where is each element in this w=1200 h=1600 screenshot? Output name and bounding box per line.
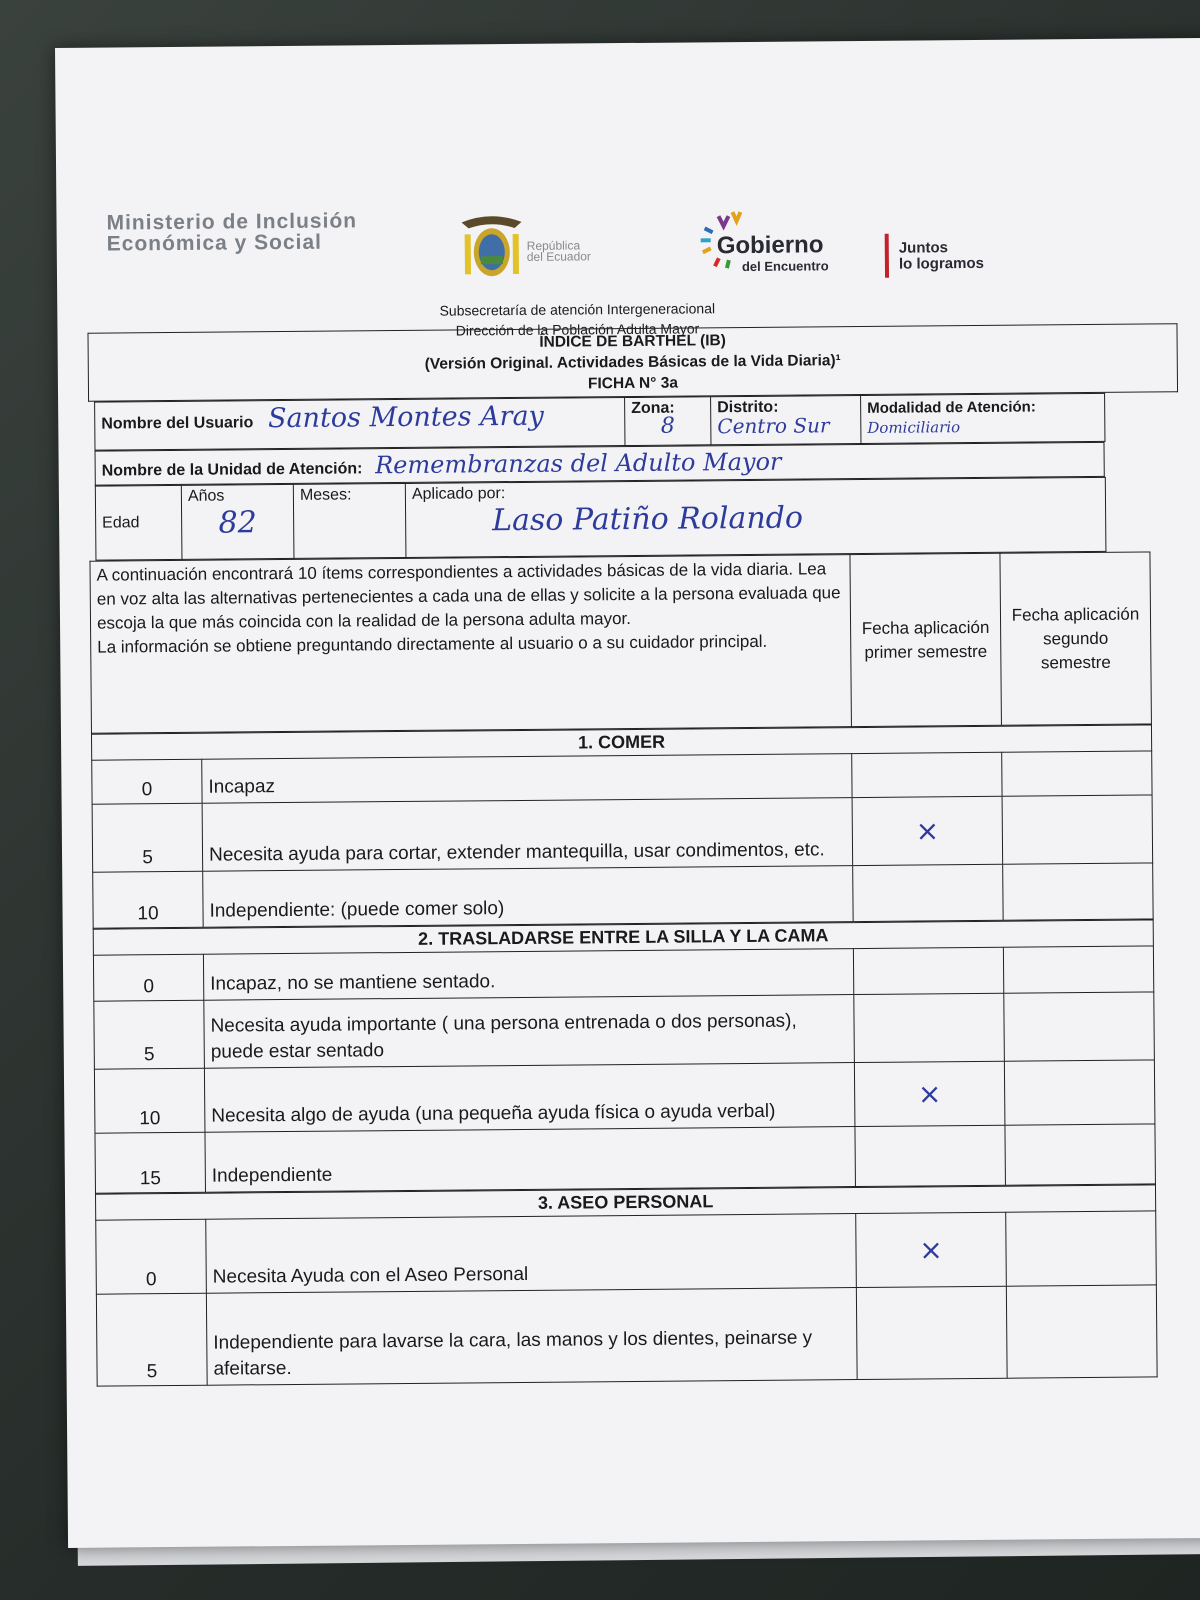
distrito-label: Distrito: — [717, 398, 779, 417]
meses-label: Meses: — [299, 486, 352, 504]
subsecretaria-label: Subsecretaría de atención Intergeneracional — [439, 300, 716, 319]
republic-line2: del Ecuador — [526, 249, 591, 264]
form-title-block — [88, 324, 1178, 402]
slogan-divider — [885, 234, 889, 278]
fecha-segundo-semestre: Fecha aplicación segundo semestre — [1000, 552, 1151, 725]
direccion-label: Dirección de la Población Adulta Mayor — [455, 320, 700, 339]
ficha-number: FICHA N° 3a — [587, 374, 679, 393]
nombre-cell[interactable] — [95, 398, 625, 451]
item-row — [94, 992, 1155, 1069]
aplicado-cell[interactable] — [405, 477, 1106, 557]
republic-line1: República — [526, 238, 581, 253]
item-description: Necesita ayuda importante ( una persona entrenada o dos personas), puede estar sentado — [204, 995, 855, 1069]
mark-segundo-semestre[interactable] — [1003, 863, 1153, 920]
identification-table — [94, 393, 1105, 451]
item-description: Incapaz — [202, 754, 852, 804]
republic-label — [527, 240, 591, 263]
instructions-text-2: La información se obtiene preguntando directamente al usuario o a su cuidador principal. — [97, 631, 768, 657]
edad-label: Edad — [95, 485, 182, 560]
mark-primer-semestre[interactable] — [856, 1286, 1007, 1379]
item-description: Necesita Ayuda con el Aseo Personal — [206, 1214, 857, 1294]
zona-cell[interactable] — [625, 397, 711, 446]
item-score: 5 — [94, 1000, 205, 1069]
section-title: 3. ASEO PERSONAL — [96, 1185, 1156, 1220]
ministry-logo — [106, 210, 357, 254]
mark-primer-semestre[interactable]: × — [852, 796, 1003, 865]
document-sheet — [55, 38, 1200, 1548]
mark-primer-semestre[interactable] — [854, 993, 1005, 1062]
mark-segundo-semestre[interactable] — [1002, 795, 1153, 864]
item-score: 5 — [92, 803, 203, 872]
item-description: Independiente — [205, 1127, 855, 1193]
mark-primer-semestre[interactable] — [855, 1125, 1006, 1186]
item-row — [94, 1060, 1155, 1133]
aplicado-label: Aplicado por: — [411, 485, 506, 503]
item-score: 5 — [96, 1293, 207, 1386]
item-row — [92, 795, 1153, 872]
mark-primer-semestre[interactable] — [852, 752, 1002, 797]
slogan — [899, 240, 984, 273]
edad-table — [95, 477, 1107, 561]
modalidad-cell[interactable] — [861, 393, 1105, 443]
coat-of-arms-icon — [456, 214, 527, 281]
section-title: 1. COMER — [91, 725, 1151, 760]
item-score: 0 — [96, 1219, 207, 1294]
item-description: Necesita ayuda para cortar, extender mantequilla, usar condimentos, etc. — [202, 798, 853, 872]
unidad-value: Remembranzas del Adulto Mayor — [375, 447, 782, 480]
section-table — [91, 724, 1154, 928]
modalidad-value: Domiciliario — [867, 418, 961, 437]
modalidad-label: Modalidad de Atención: — [867, 398, 1036, 417]
anos-label: Años — [187, 487, 225, 505]
item-description: Independiente: (puede comer solo) — [203, 866, 853, 928]
section-title: 2. TRASLADARSE ENTRE LA SILLA Y LA CAMA — [93, 920, 1153, 955]
mark-segundo-semestre[interactable] — [1002, 751, 1152, 796]
item-score: 0 — [92, 759, 202, 804]
mark-segundo-semestre[interactable] — [1005, 1124, 1156, 1185]
fecha-primer-semestre: Fecha aplicación primer semestre — [850, 553, 1001, 726]
mark-primer-semestre[interactable] — [853, 947, 1003, 994]
section-table — [93, 919, 1156, 1193]
nombre-label: Nombre del Usuario — [101, 414, 254, 433]
item-score: 0 — [93, 954, 203, 1001]
unidad-label: Nombre de la Unidad de Atención: — [101, 460, 363, 480]
instructions-cell — [90, 555, 851, 734]
item-score: 15 — [95, 1132, 206, 1193]
ministry-name-line1: Ministerio de Inclusión — [106, 209, 358, 235]
mark-segundo-semestre[interactable] — [1004, 1060, 1155, 1125]
gobierno-title: Gobierno — [716, 231, 824, 260]
meses-cell[interactable] — [293, 483, 406, 558]
slogan-line1: Juntos — [898, 239, 949, 257]
item-row — [96, 1211, 1157, 1294]
instructions-table — [89, 551, 1151, 733]
form-subtitle: (Versión Original. Actividades Básicas de la Vida Diaria)¹ — [424, 352, 841, 373]
barthel-form — [87, 323, 1186, 1386]
ministry-name-line2: Económica y Social — [106, 230, 323, 256]
barthel-items — [91, 724, 1187, 1386]
gobierno-subtitle: del Encuentro — [741, 258, 829, 275]
form-header-table — [87, 323, 1178, 402]
mark-segundo-semestre[interactable] — [1006, 1211, 1157, 1286]
item-score: 10 — [93, 871, 203, 928]
slogan-line2: lo logramos — [898, 254, 985, 273]
zona-value: 8 — [660, 413, 675, 439]
mark-segundo-semestre[interactable] — [1003, 946, 1153, 993]
mark-primer-semestre[interactable]: × — [856, 1212, 1007, 1287]
aplicado-value: Laso Patiño Rolando — [491, 500, 804, 539]
anos-cell[interactable] — [181, 484, 294, 559]
item-row — [95, 1124, 1156, 1193]
anos-value: 82 — [218, 505, 257, 541]
mark-primer-semestre[interactable]: × — [854, 1061, 1005, 1126]
item-row — [96, 1285, 1157, 1386]
form-title: ÍNDICE DE BARTHEL (IB) — [539, 332, 726, 351]
distrito-cell[interactable] — [711, 395, 861, 444]
item-description: Necesita algo de ayuda (una pequeña ayuda física o ayuda verbal) — [204, 1063, 855, 1133]
distrito-value: Centro Sur — [717, 413, 830, 439]
section-table — [95, 1184, 1158, 1386]
mark-segundo-semestre[interactable] — [1004, 992, 1155, 1061]
mark-primer-semestre[interactable] — [853, 864, 1003, 921]
mark-segundo-semestre[interactable] — [1006, 1285, 1157, 1378]
item-description: Independiente para lavarse la cara, las manos y los dientes, peinarse y afeitarse. — [206, 1288, 857, 1386]
item-score: 10 — [94, 1068, 205, 1133]
item-row — [93, 863, 1153, 928]
instructions-text: A continuación encontrará 10 ítems correspondientes a actividades básicas de la vida diaria. Lea en voz alta las alternativas pertenecientes a cada una de ellas y solicite a la persona evaluada que escoja la que más coincida con la realidad de la persona adulta mayor. — [96, 559, 841, 633]
nombre-value: Santos Montes Aray — [267, 400, 544, 435]
zona-label: Zona: — [631, 399, 675, 417]
item-description: Incapaz, no se mantiene sentado. — [203, 949, 853, 1001]
